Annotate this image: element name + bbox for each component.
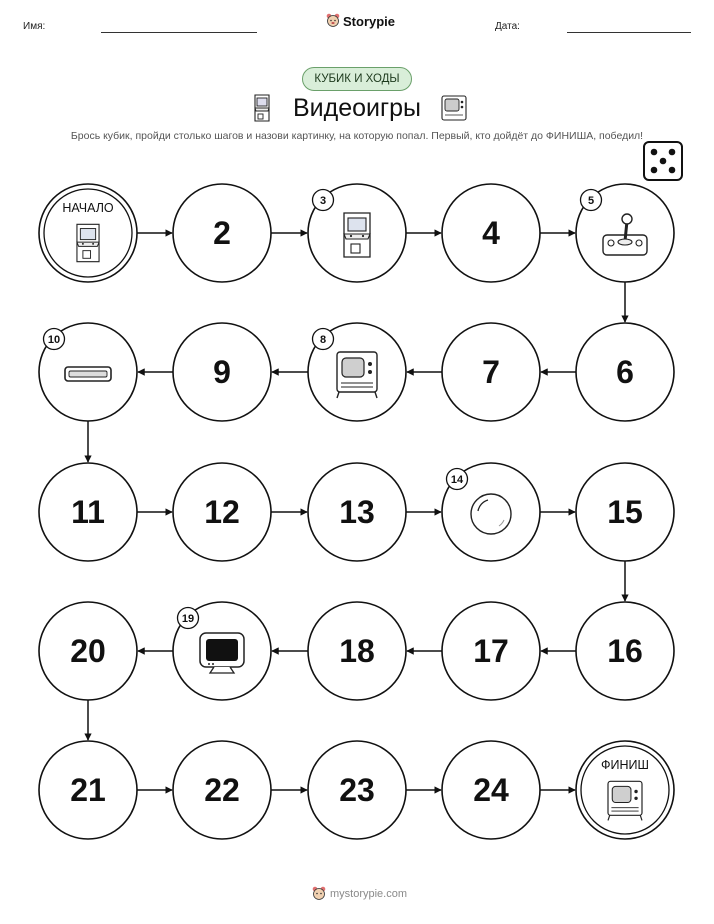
board-cell-19[interactable] [173, 602, 271, 700]
board-cell-6[interactable] [576, 323, 674, 421]
board-cell-18[interactable] [308, 602, 406, 700]
cell-number: 7 [482, 354, 500, 390]
cell-number: 5 [587, 195, 595, 207]
board-cell-22[interactable] [173, 741, 271, 839]
finish-label: ФИНИШ [601, 758, 649, 772]
cell-number: 21 [70, 772, 106, 808]
board-cell-15[interactable] [576, 463, 674, 561]
bubble-icon [471, 494, 511, 534]
cell-number: 23 [339, 772, 375, 808]
board-cell-12[interactable] [173, 463, 271, 561]
cell-number: 3 [319, 195, 327, 207]
cell-number: 22 [204, 772, 240, 808]
board-cell-23[interactable] [308, 741, 406, 839]
cell-number: 10 [47, 334, 61, 346]
cell-number: 16 [607, 633, 643, 669]
board-cell-24[interactable] [442, 741, 540, 839]
footer-url: mystorypie.com [330, 888, 408, 900]
bear-icon [312, 886, 326, 902]
board-cell-8[interactable] [308, 323, 406, 421]
board-cell-17[interactable] [442, 602, 540, 700]
cell-number: 20 [70, 633, 106, 669]
board-cell-14[interactable] [442, 463, 540, 561]
cell-number: 11 [71, 494, 105, 530]
start-label: НАЧАЛО [62, 201, 114, 215]
cell-number: 17 [473, 633, 509, 669]
game-cartridge-icon [65, 367, 111, 381]
cell-number: 2 [213, 215, 231, 251]
cell-number: 19 [181, 613, 195, 625]
crt-monitor-icon [200, 633, 244, 673]
page-title: Видеоигры [293, 94, 421, 122]
board-cell-11[interactable] [39, 463, 137, 561]
board-cell-20[interactable] [39, 602, 137, 700]
cell-number: 24 [473, 772, 509, 808]
board-cell-1[interactable] [39, 184, 137, 282]
board-cell-2[interactable] [173, 184, 271, 282]
cell-number: 8 [319, 334, 327, 346]
cell-number: 12 [204, 494, 240, 530]
board-cell-16[interactable] [576, 602, 674, 700]
cell-number: 15 [607, 494, 643, 530]
retro-tv-cabinet-icon [608, 781, 642, 820]
cell-number: 9 [213, 354, 231, 390]
game-type-badge: КУБИК И ХОДЫ [302, 67, 412, 91]
board-cell-3[interactable] [308, 184, 406, 282]
arcade-cabinet-icon [77, 224, 99, 261]
date-label: Дата: [495, 21, 520, 32]
arcade-cabinet-icon [344, 213, 370, 257]
cell-number: 4 [482, 215, 500, 251]
board-cell-13[interactable] [308, 463, 406, 561]
board-cell-7[interactable] [442, 323, 540, 421]
cell-number: 14 [450, 474, 464, 486]
instructions-text: Брось кубик, пройди столько шагов и назови картинку, на которую попал. Первый, кто дойдёт до ФИНИША, победил! [70, 130, 644, 142]
cell-number: 6 [616, 354, 634, 390]
board-cell-25[interactable] [576, 741, 674, 839]
board-cell-5[interactable] [576, 184, 674, 282]
cell-number: 13 [339, 494, 375, 530]
board-cell-21[interactable] [39, 741, 137, 839]
board-cell-9[interactable] [173, 323, 271, 421]
retro-tv-cabinet-icon [337, 352, 377, 398]
cell-number: 18 [339, 633, 375, 669]
footer [312, 886, 407, 902]
brand-name: Storypie [343, 13, 396, 29]
board-cell-10[interactable] [39, 323, 137, 421]
name-label: Имя: [23, 21, 46, 32]
board-cell-4[interactable] [442, 184, 540, 282]
